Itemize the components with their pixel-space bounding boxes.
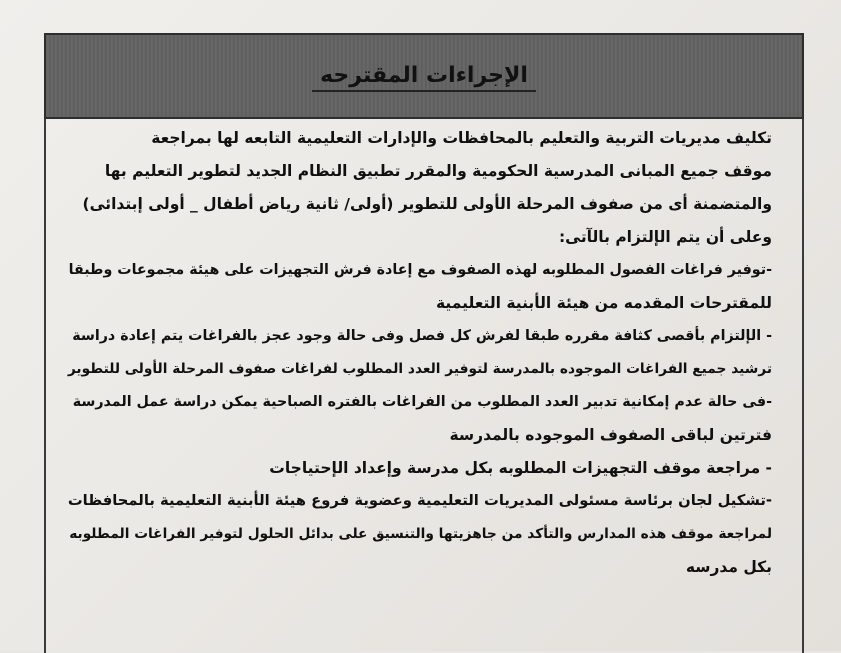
body-line: ترشيد جميع الفراغات الموجوده بالمدرسة لتوفير العدد المطلوب لفراغات صفوف المرحلة الأولى للتطوير [67,360,772,377]
body-line: -تشكيل لجان برئاسة مسئولى المديريات التعليمية وعضوية فروع هيئة الأبنية التعليمية بالمحافظات [67,492,772,510]
body-line: موقف جميع المبانى المدرسية الحكومية والمقرر تطبيق النظام الجديد لتطوير التعليم بها [104,161,772,180]
page-title-container [44,33,804,119]
page-title: الإجراءات المقترحه [312,61,536,92]
document-body [62,122,772,584]
body-line: لمراجعة موقف هذه المدارس والتأكد من جاهزيتها والتنسيق على بدائل الحلول لتوفير الفراغات المطلوبه [69,525,772,542]
body-line: -فى حالة عدم إمكانية تدبير العدد المطلوب من الفراغات بالفتره الصباحية يمكن دراسة عمل المدرسة [72,394,772,411]
body-line: - مراجعة موقف التجهيزات المطلوبه بكل مدرسة وإعداد الإحتياجات [269,458,772,477]
body-line: - الإلتزام بأقصى كثافة مقرره طبقا لفرش كل فصل وفى حالة وجود عجز بالفراغات يتم إعادة دراسة [72,328,772,345]
body-line: تكليف مديريات التربية والتعليم بالمحافظات والإدارات التعليمية التابعه لها بمراجعة [151,128,772,147]
body-line: فترتين لباقى الصفوف الموجوده بالمدرسة [449,425,772,444]
body-line: للمقترحات المقدمه من هيئة الأبنية التعليمية [436,293,772,312]
body-line: والمتضمنة أى من صفوف المرحلة الأولى للتطوير (أولى/ ثانية رياض أطفال _ أولى إبتدائى) [82,194,772,213]
body-line: بكل مدرسه [685,557,772,576]
body-line: -توفير فراغات الفصول المطلوبه لهذه الصفوف مع إعادة فرش التجهيزات على هيئة مجموعات وطبقا [68,262,772,279]
body-line: وعلى أن يتم الإلتزام بالآتى: [558,227,772,246]
